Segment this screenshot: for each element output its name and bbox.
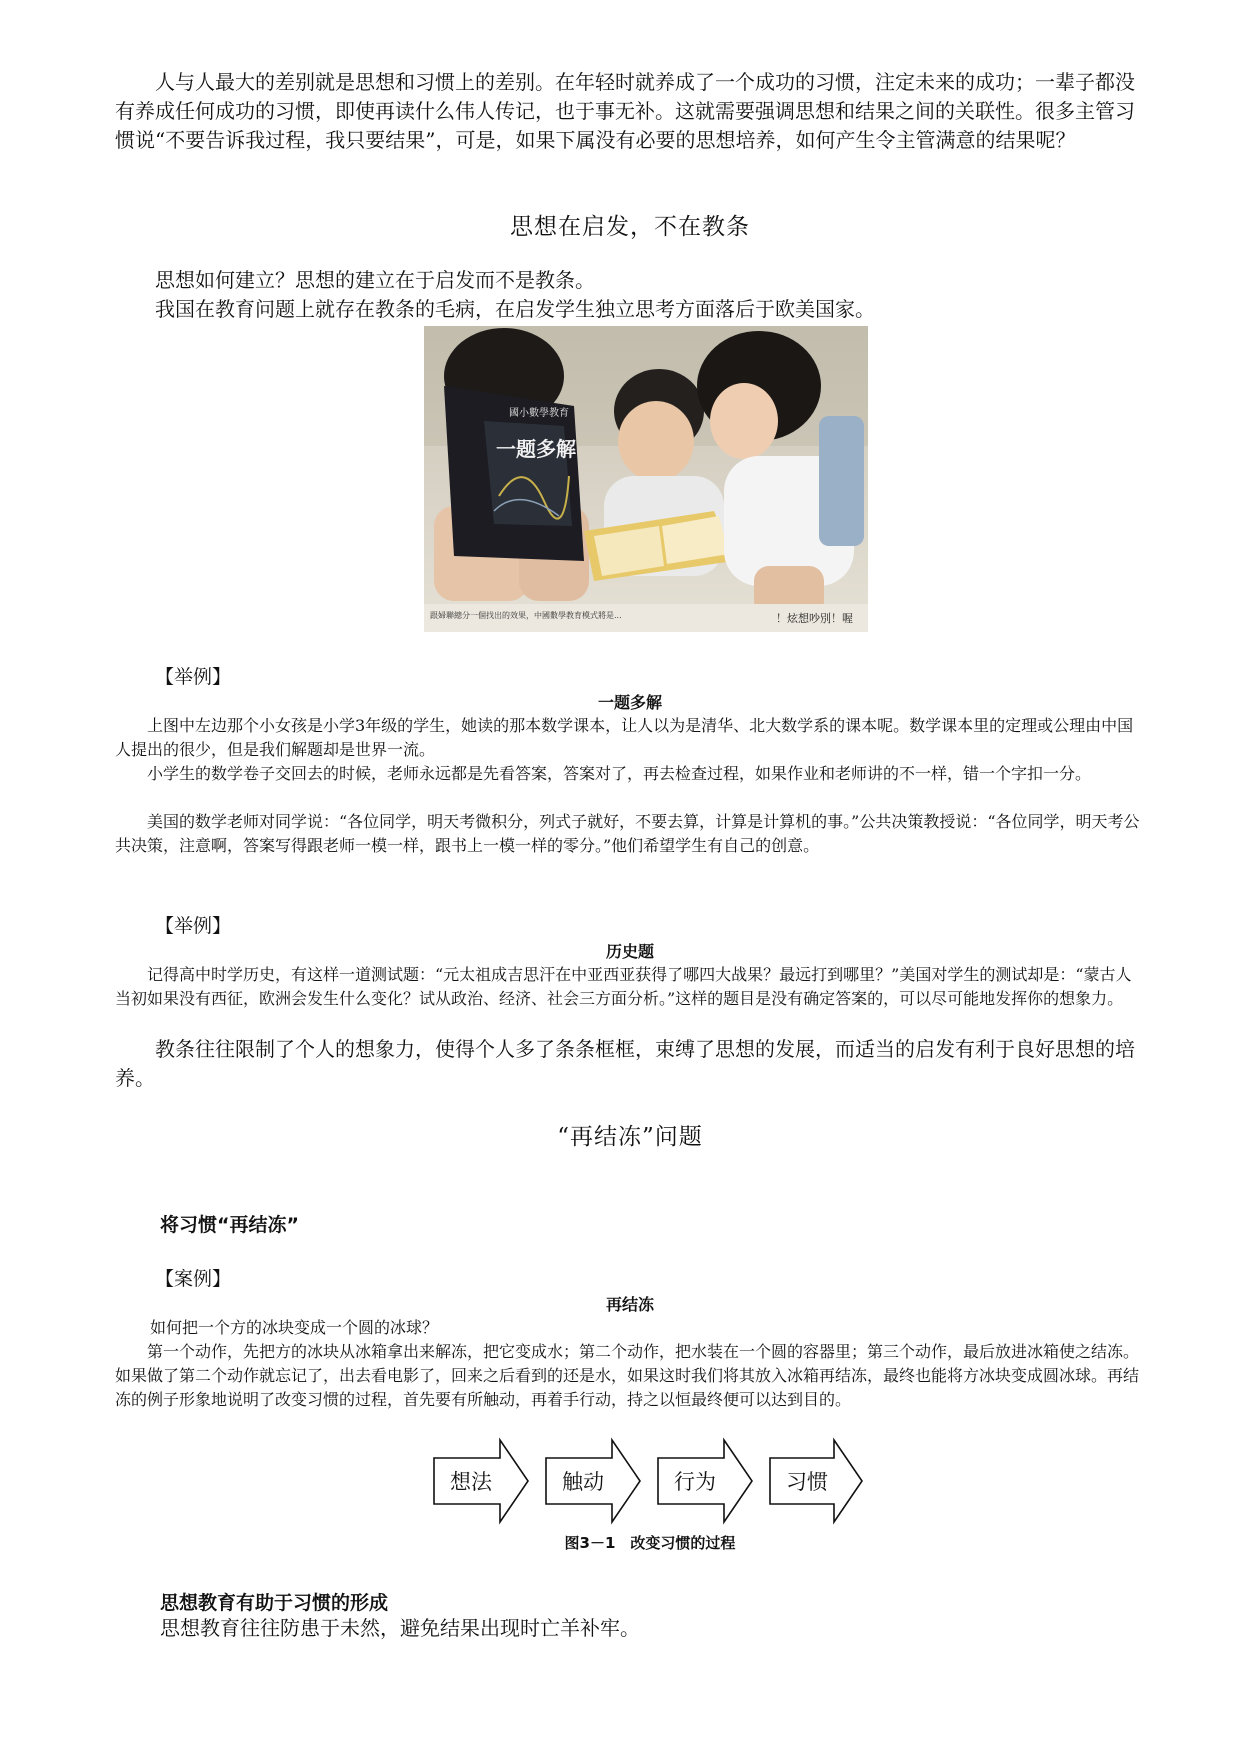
section1-line2: 我国在教育问题上就存在教条的毛病，在启发学生独立思考方面落后于欧美国家。: [155, 297, 875, 321]
case-question: 如何把一个方的冰块变成一个圆的冰球？: [150, 1318, 439, 1337]
arrow-step-4: [770, 1440, 862, 1522]
habit-change-diagram: [430, 1436, 870, 1526]
education-subheading: 思想教育有助于习惯的形成: [160, 1592, 389, 1614]
case-paragraph: 第一个动作，先把方的冰块从冰箱拿出来解冻，把它变成水；第二个动作，把水装在一个圆的容器里；第三个动作，最后放进冰箱使之结冻。如果做了第二个动作就忘记了，出去看电影了，回来之后看到的还是水，如果这时我们将其放入冰箱再结冻，最终也能将方冰块变成圆冰球。再结冻的例子形象地说明了改变习惯的过程，首先要有所触动，再着手行动，持之以恒最终便可以达到目的。: [115, 1342, 1140, 1409]
section-title-inspiration: 思想在启发，不在教条: [510, 214, 750, 240]
example1-paragraph-2: 小学生的数学卷子交回去的时候，老师永远都是先看答案，答案对了，再去检查过程，如果作业和老师讲的不一样，错一个字扣一分。: [147, 764, 1092, 783]
step-label-4: 习惯: [786, 1470, 828, 1494]
refreeze-subheading: 将习惯“再结冻”: [160, 1214, 299, 1236]
photo-caption-right: ！炫想吵別！喔: [776, 612, 853, 625]
example2-paragraph-1: 记得高中时学历史，有这样一道测试题：“元太祖成吉思汗在中亚西亚获得了哪四大战果？最远打到哪里？”美国对学生的测试却是：“蒙古人当初如果没有西征，欧洲会发生什么变化？试从政治、经济、社会三方面分析。”这样的题目是没有确定答案的，可以尽可能地发挥你的想象力。: [115, 965, 1132, 1008]
photo-caption-left: 跟婦聯總分一個找出的效果，中國數學教育模式將是...: [430, 611, 622, 620]
example2-title: 历史题: [605, 942, 654, 961]
book-cover: [444, 386, 584, 561]
section1-line1: 思想如何建立？思想的建立在于启发而不是教条。: [155, 268, 595, 292]
step-label-2: 触动: [562, 1470, 604, 1494]
example1-title: 一题多解: [597, 693, 662, 712]
arrow-step-2: [546, 1440, 640, 1522]
book-title-text: 一题多解: [496, 437, 576, 461]
example1-tag: 【举例】: [155, 666, 232, 688]
arrow-step-1: [434, 1440, 528, 1522]
intro-paragraph: 人与人最大的差别就是思想和习惯上的差别。在年轻时就养成了一个成功的习惯，注定未来的成功；一辈子都没有养成任何成功的习惯，即使再读什么伟人传记，也于事无补。这就需要强调思想和结果之间的关联性。很多主管习惯说“不要告诉我过程，我只要结果”，可是，如果下属没有必要的思想培养，如何产生令主管满意的结果呢？: [115, 70, 1135, 152]
step-label-1: 想法: [450, 1470, 492, 1494]
arrow-step-3: [658, 1440, 752, 1522]
step-label-3: 行为: [674, 1470, 716, 1494]
photo-illustration: [424, 326, 868, 632]
example1-paragraph-3: 美国的数学老师对同学说：“各位同学，明天考微积分，列式子就好，不要去算，计算是计算机的事。”公共决策教授说：“各位同学，明天考公共决策，注意啊，答案写得跟老师一模一样，跟书上一模一样的零分。”他们希望学生有自己的创意。: [115, 812, 1140, 855]
figure-caption: 图3－1 改变习惯的过程: [564, 1534, 736, 1552]
example2-summary: 教条往往限制了个人的想象力，使得个人多了条条框框，束缚了思想的发展，而适当的启发有利于良好思想的培养。: [115, 1037, 1135, 1090]
example1-paragraph-1: 上图中左边那个小女孩是小学3年级的学生，她读的那本数学课本，让人以为是清华、北大数学系的课本呢。数学课本里的定理或公理由中国人提出的很少，但是我们解题却是世界一流。: [115, 716, 1134, 759]
example2-tag: 【举例】: [155, 915, 232, 937]
case-tag: 【案例】: [155, 1268, 232, 1290]
case-title: 再结冻: [605, 1295, 654, 1314]
section-title-refreeze: “再结冻”问题: [557, 1124, 703, 1150]
children-reading-photo: [424, 326, 868, 632]
book-header-text: 國小數學教育: [509, 408, 569, 419]
education-line: 思想教育往往防患于未然，避免结果出现时亡羊补牢。: [160, 1616, 640, 1640]
